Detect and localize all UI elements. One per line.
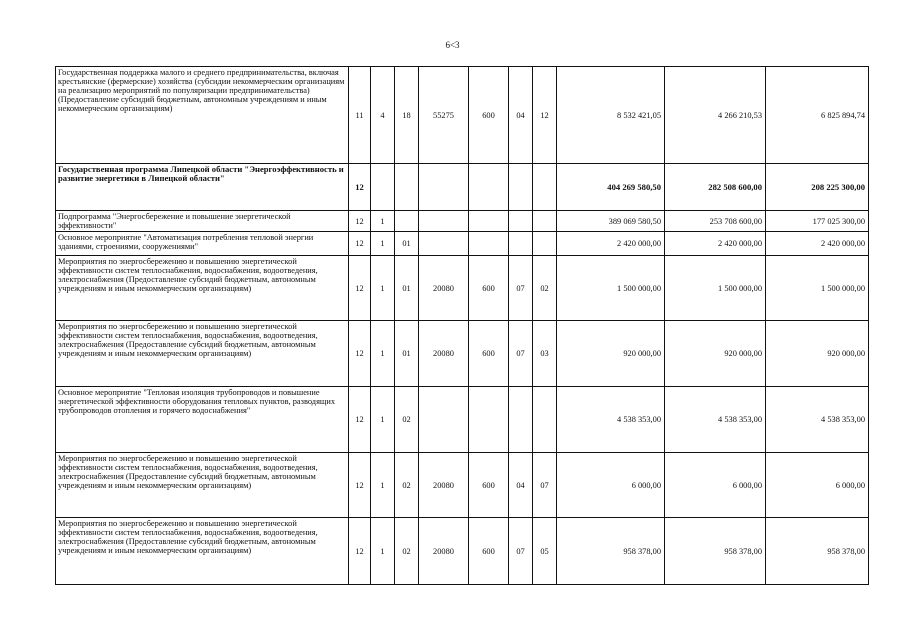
cell-section: 07 xyxy=(509,518,533,585)
cell-expense-type xyxy=(469,232,509,256)
cell-subprogram: 1 xyxy=(371,211,395,232)
cell-sum-year-1: 389 069 580,50 xyxy=(557,211,665,232)
cell-program: 12 xyxy=(349,321,371,387)
cell-direction-code xyxy=(419,211,469,232)
cell-program: 12 xyxy=(349,256,371,321)
cell-sum-year-2: 282 508 600,00 xyxy=(665,164,766,211)
cell-subprogram: 1 xyxy=(371,518,395,585)
cell-subsection xyxy=(533,387,557,453)
table-row xyxy=(56,232,869,256)
cell-subprogram: 1 xyxy=(371,256,395,321)
cell-program: 11 xyxy=(349,67,371,164)
row-name: Мероприятия по энергосбережению и повышению энергетической эффективности систем теплоснабжения, водоснабжения, водоотведения, электроснабжения (Предоставление субсидий бюджетным, автономным учреждениям и иным некоммерческим организациям) xyxy=(56,453,349,518)
row-name: Подпрограмма "Энергосбережение и повышение энергетической эффективности" xyxy=(56,211,349,232)
cell-direction-code: 20080 xyxy=(419,453,469,518)
row-name: Мероприятия по энергосбережению и повышению энергетической эффективности систем теплоснабжения, водоснабжения, водоотведения, электроснабжения (Предоставление субсидий бюджетным, автономным учреждениям и иным некоммерческим организациям) xyxy=(56,321,349,387)
cell-main-event: 02 xyxy=(395,387,419,453)
cell-sum-year-1: 8 532 421,05 xyxy=(557,67,665,164)
cell-sum-year-3: 958 378,00 xyxy=(766,518,869,585)
cell-sum-year-1: 6 000,00 xyxy=(557,453,665,518)
cell-sum-year-3: 6 825 894,74 xyxy=(766,67,869,164)
cell-program: 12 xyxy=(349,164,371,211)
table-row xyxy=(56,256,869,321)
cell-sum-year-2: 1 500 000,00 xyxy=(665,256,766,321)
row-name: Основное мероприятие "Тепловая изоляция трубопроводов и повышение энергетической эффективности оборудования тепловых пунктов, разводящих трубопроводов отопления и горячего водоснабжения" xyxy=(56,387,349,453)
cell-sum-year-2: 958 378,00 xyxy=(665,518,766,585)
cell-subsection xyxy=(533,211,557,232)
cell-sum-year-1: 4 538 353,00 xyxy=(557,387,665,453)
cell-sum-year-3: 4 538 353,00 xyxy=(766,387,869,453)
cell-subprogram: 4 xyxy=(371,67,395,164)
cell-subprogram: 1 xyxy=(371,387,395,453)
cell-sum-year-2: 253 708 600,00 xyxy=(665,211,766,232)
cell-main-event xyxy=(395,211,419,232)
cell-sum-year-1: 958 378,00 xyxy=(557,518,665,585)
cell-sum-year-2: 6 000,00 xyxy=(665,453,766,518)
cell-sum-year-3: 2 420 000,00 xyxy=(766,232,869,256)
row-name: Мероприятия по энергосбережению и повышению энергетической эффективности систем теплоснабжения, водоснабжения, водоотведения, электроснабжения (Предоставление субсидий бюджетным, автономным учреждениям и иным некоммерческим организациям) xyxy=(56,256,349,321)
cell-subsection xyxy=(533,232,557,256)
cell-subprogram: 1 xyxy=(371,321,395,387)
cell-subprogram: 1 xyxy=(371,232,395,256)
cell-section: 04 xyxy=(509,67,533,164)
table-row xyxy=(56,518,869,585)
cell-sum-year-2: 2 420 000,00 xyxy=(665,232,766,256)
cell-direction-code: 55275 xyxy=(419,67,469,164)
table-row xyxy=(56,211,869,232)
cell-sum-year-3: 1 500 000,00 xyxy=(766,256,869,321)
cell-expense-type: 600 xyxy=(469,256,509,321)
cell-section xyxy=(509,164,533,211)
budget-table xyxy=(55,66,869,585)
cell-sum-year-1: 2 420 000,00 xyxy=(557,232,665,256)
cell-direction-code: 20080 xyxy=(419,518,469,585)
cell-section xyxy=(509,211,533,232)
cell-direction-code: 20080 xyxy=(419,256,469,321)
cell-subsection: 03 xyxy=(533,321,557,387)
cell-main-event: 01 xyxy=(395,256,419,321)
cell-main-event: 01 xyxy=(395,321,419,387)
cell-subprogram xyxy=(371,164,395,211)
cell-sum-year-1: 404 269 580,50 xyxy=(557,164,665,211)
table-row xyxy=(56,164,869,211)
cell-main-event: 02 xyxy=(395,453,419,518)
row-name: Мероприятия по энергосбережению и повышению энергетической эффективности систем теплоснабжения, водоснабжения, водоотведения, электроснабжения (Предоставление субсидий бюджетным, автономным учреждениям и иным некоммерческим организациям) xyxy=(56,518,349,585)
row-name: Государственная программа Липецкой области "Энергоэффективность и развитие энергетики в Липецкой области" xyxy=(56,164,349,211)
cell-section: 07 xyxy=(509,256,533,321)
cell-section xyxy=(509,232,533,256)
cell-subsection: 12 xyxy=(533,67,557,164)
cell-subsection: 07 xyxy=(533,453,557,518)
page-number: 6<3 xyxy=(445,40,460,50)
cell-main-event: 01 xyxy=(395,232,419,256)
cell-sum-year-1: 1 500 000,00 xyxy=(557,256,665,321)
cell-subsection xyxy=(533,164,557,211)
cell-subsection: 02 xyxy=(533,256,557,321)
cell-section: 07 xyxy=(509,321,533,387)
table-row xyxy=(56,387,869,453)
table-row xyxy=(56,67,869,164)
cell-direction-code xyxy=(419,387,469,453)
cell-main-event: 18 xyxy=(395,67,419,164)
cell-direction-code xyxy=(419,232,469,256)
cell-section xyxy=(509,387,533,453)
cell-program: 12 xyxy=(349,387,371,453)
cell-expense-type: 600 xyxy=(469,453,509,518)
table-row xyxy=(56,453,869,518)
cell-direction-code: 20080 xyxy=(419,321,469,387)
cell-expense-type: 600 xyxy=(469,321,509,387)
cell-expense-type xyxy=(469,387,509,453)
cell-subsection: 05 xyxy=(533,518,557,585)
cell-program: 12 xyxy=(349,211,371,232)
table-row xyxy=(56,321,869,387)
cell-program: 12 xyxy=(349,453,371,518)
cell-sum-year-3: 6 000,00 xyxy=(766,453,869,518)
cell-expense-type xyxy=(469,211,509,232)
cell-expense-type: 600 xyxy=(469,67,509,164)
cell-expense-type xyxy=(469,164,509,211)
cell-direction-code xyxy=(419,164,469,211)
cell-subprogram: 1 xyxy=(371,453,395,518)
table-body xyxy=(56,67,869,585)
cell-sum-year-3: 177 025 300,00 xyxy=(766,211,869,232)
cell-sum-year-3: 920 000,00 xyxy=(766,321,869,387)
cell-main-event: 02 xyxy=(395,518,419,585)
row-name: Государственная поддержка малого и среднего предпринимательства, включая крестьянские (фермерские) хозяйства (субсидии некоммерческим организациям на реализацию мероприятий по популяризации предпринимательства) (Предоставление субсидий бюджетным, автономным учреждениям и иным некоммерческим организациям) xyxy=(56,67,349,164)
cell-sum-year-3: 208 225 300,00 xyxy=(766,164,869,211)
cell-sum-year-2: 4 266 210,53 xyxy=(665,67,766,164)
cell-main-event xyxy=(395,164,419,211)
cell-expense-type: 600 xyxy=(469,518,509,585)
cell-sum-year-1: 920 000,00 xyxy=(557,321,665,387)
cell-program: 12 xyxy=(349,518,371,585)
row-name: Основное мероприятие "Автоматизация потребления тепловой энергии зданиями, строениями, сооружениями" xyxy=(56,232,349,256)
cell-program: 12 xyxy=(349,232,371,256)
cell-sum-year-2: 4 538 353,00 xyxy=(665,387,766,453)
cell-sum-year-2: 920 000,00 xyxy=(665,321,766,387)
cell-section: 04 xyxy=(509,453,533,518)
